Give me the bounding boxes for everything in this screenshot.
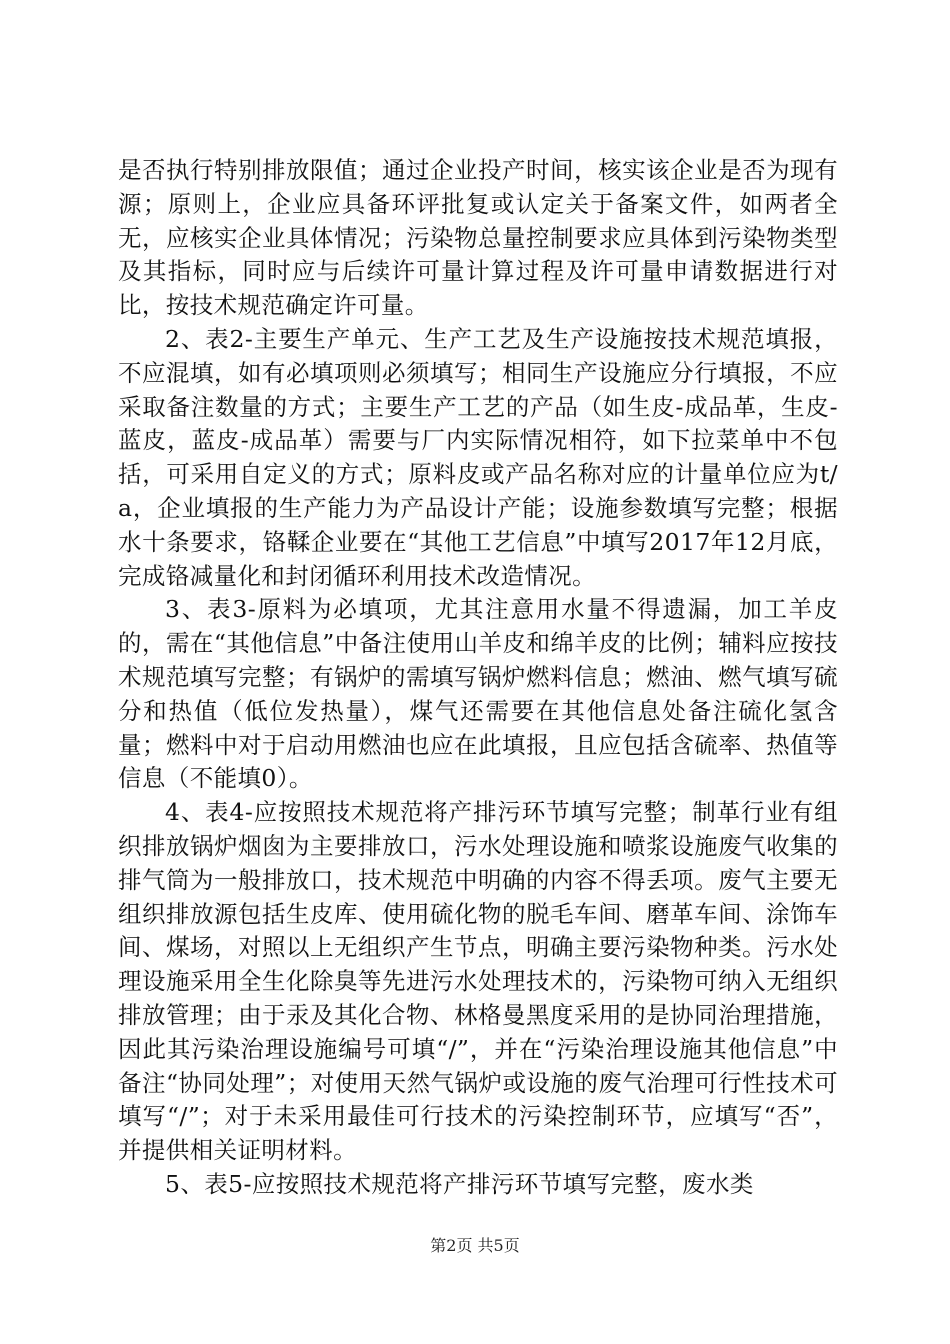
paragraph-table-5: 5、表5-应按照技术规范将产排污环节填写完整，废水类	[165, 1169, 754, 1198]
page-number-footer: 第2页 共5页	[430, 1236, 520, 1255]
paragraph-table-3: 3、表3-原料为必填项，尤其注意用水量不得遗漏，加工羊皮的，需在“其他信息”中备注使用山羊皮和绵羊皮的比例；辅料应按技术规范填写完整；有锅炉的需填写锅炉燃料信息；燃油、燃气填写硫分和热值（低位发热量），煤气还需要在其他信息处备注硫化氢含量；燃料中对于启动用燃油也应在此填报，且应包括含硫率、热值等信息（不能填0）。	[118, 595, 838, 793]
document-body	[118, 154, 838, 1202]
paragraph-continuation: 是否执行特别排放限值；通过企业投产时间，核实该企业是否为现有源；原则上，企业应具备环评批复或认定关于备案文件，如两者全无，应核实企业具体情况；污染物总量控制要求应具体到污染物类型及其指标，同时应与后续许可量计算过程及许可量申请数据进行对比，按技术规范确定许可量。	[118, 156, 838, 320]
paragraph-table-4: 4、表4-应按照技术规范将产排污环节填写完整；制革行业有组织排放锅炉烟囱为主要排放口，污水处理设施和喷浆设施废气收集的排气筒为一般排放口，技术规范中明确的内容不得丢项。废气主要无组织排放源包括生皮库、使用硫化物的脱毛车间、磨革车间、涂饰车间、煤场，对照以上无组织产生节点，明确主要污染物种类。污水处理设施采用全生化除臭等先进污水处理技术的，污染物可纳入无组织排放管理；由于汞及其化合物、林格曼黑度采用的是协同治理措施，因此其污染治理设施编号可填“/”，并在“污染治理设施其他信息”中备注“协同处理”；对使用天然气锅炉或设施的废气治理可行性技术可填写“/”；对于未采用最佳可行技术的污染控制环节，应填写“否”，并提供相关证明材料。	[118, 798, 838, 1165]
paragraph-table-2: 2、表2-主要生产单元、生产工艺及生产设施按技术规范填报，不应混填，如有必填项则必须填写；相同生产设施应分行填报，不应采取备注数量的方式；主要生产工艺的产品（如生皮-成品革，生皮-蓝皮，蓝皮-成品革）需要与厂内实际情况相符，如下拉菜单中不包括，可采用自定义的方式；原料皮或产品名称对应的计量单位应为t/a，企业填报的生产能力为产品设计产能；设施参数填写完整；根据水十条要求，铬鞣企业要在“其他工艺信息”中填写2017年12月底，完成铬减量化和封闭循环利用技术改造情况。	[118, 324, 838, 590]
